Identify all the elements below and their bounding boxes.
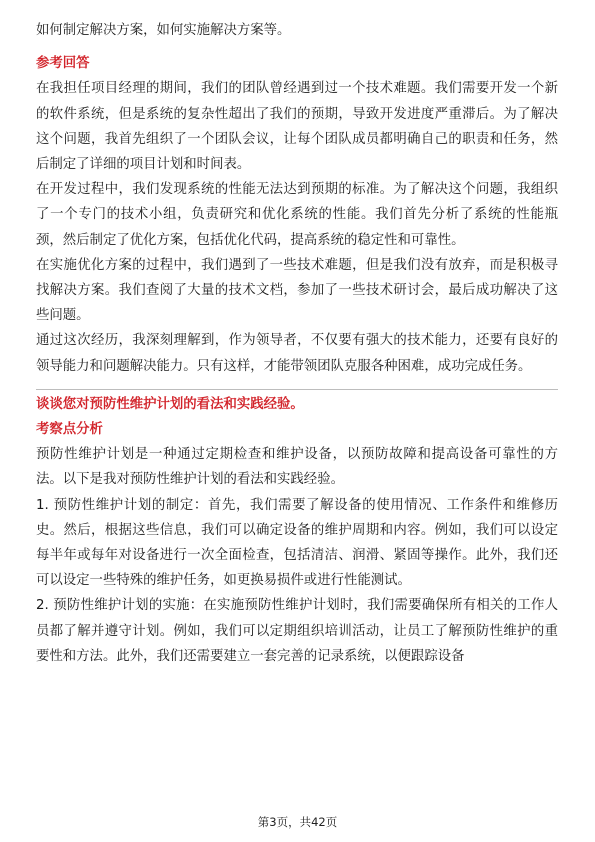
answer-heading: 参考回答	[36, 56, 90, 72]
analysis-heading: 考察点分析	[36, 422, 103, 438]
page-number: 第3页，共42页	[257, 815, 338, 829]
analysis-paragraph-1: 预防性维护计划是一种通过定期检查和维护设备，以预防故障和提高设备可靠性的方法。以下是我对预防性维护计划的看法和实践经验。	[36, 447, 558, 488]
section-divider	[36, 389, 558, 390]
analysis-paragraph-2: 1. 预防性维护计划的制定：首先，我们需要了解设备的使用情况、工作条件和维修历史。然后，根据这些信息，我们可以确定设备的维护周期和内容。例如，我们可以设定每半年或每年对设备进行一次全面检查，包括清洁、润滑、紧固等操作。此外，我们还可以设定一些特殊的维护任务，如更换易损件或进行性能测试。	[36, 497, 558, 589]
answer-paragraph-4: 通过这次经历，我深刻理解到，作为领导者，不仅要有强大的技术能力，还要有良好的领导能力和问题解决能力。只有这样，才能带领团队克服各种困难，成功完成任务。	[36, 333, 558, 374]
analysis-paragraph-3: 2. 预防性维护计划的实施：在实施预防性维护计划时，我们需要确保所有相关的工作人员都了解并遵守计划。例如，我们可以定期组织培训活动，让员工了解预防性维护的重要性和方法。此外，我们还需要建立一套完善的记录系统，以便跟踪设备	[36, 598, 558, 664]
answer-paragraph-1: 在我担任项目经理的期间，我们的团队曾经遇到过一个技术难题。我们需要开发一个新的软件系统，但是系统的复杂性超出了我们的预期，导致开发进度严重滞后。为了解决这个问题，我首先组织了一个团队会议，让每个团队成员都明确自己的职责和任务，然后制定了详细的项目计划和时间表。	[36, 81, 558, 173]
question-heading: 谈谈您对预防性维护计划的看法和实践经验。	[36, 396, 304, 412]
document-page	[36, 18, 558, 669]
answer-paragraph-2: 在开发过程中，我们发现系统的性能无法达到预期的标准。为了解决这个问题，我组织了一个专门的技术小组，负责研究和优化系统的性能。我们首先分析了系统的性能瓶颈，然后制定了优化方案，包括优化代码，提高系统的稳定性和可靠性。	[36, 182, 558, 248]
answer-paragraph-3: 在实施优化方案的过程中，我们遇到了一些技术难题，但是我们没有放弃，而是积极寻找解决方案。我们查阅了大量的技术文档，参加了一些技术研讨会，最后成功解决了这些问题。	[36, 257, 558, 324]
intro-line: 如何制定解决方案，如何实施解决方案等。	[36, 23, 291, 38]
